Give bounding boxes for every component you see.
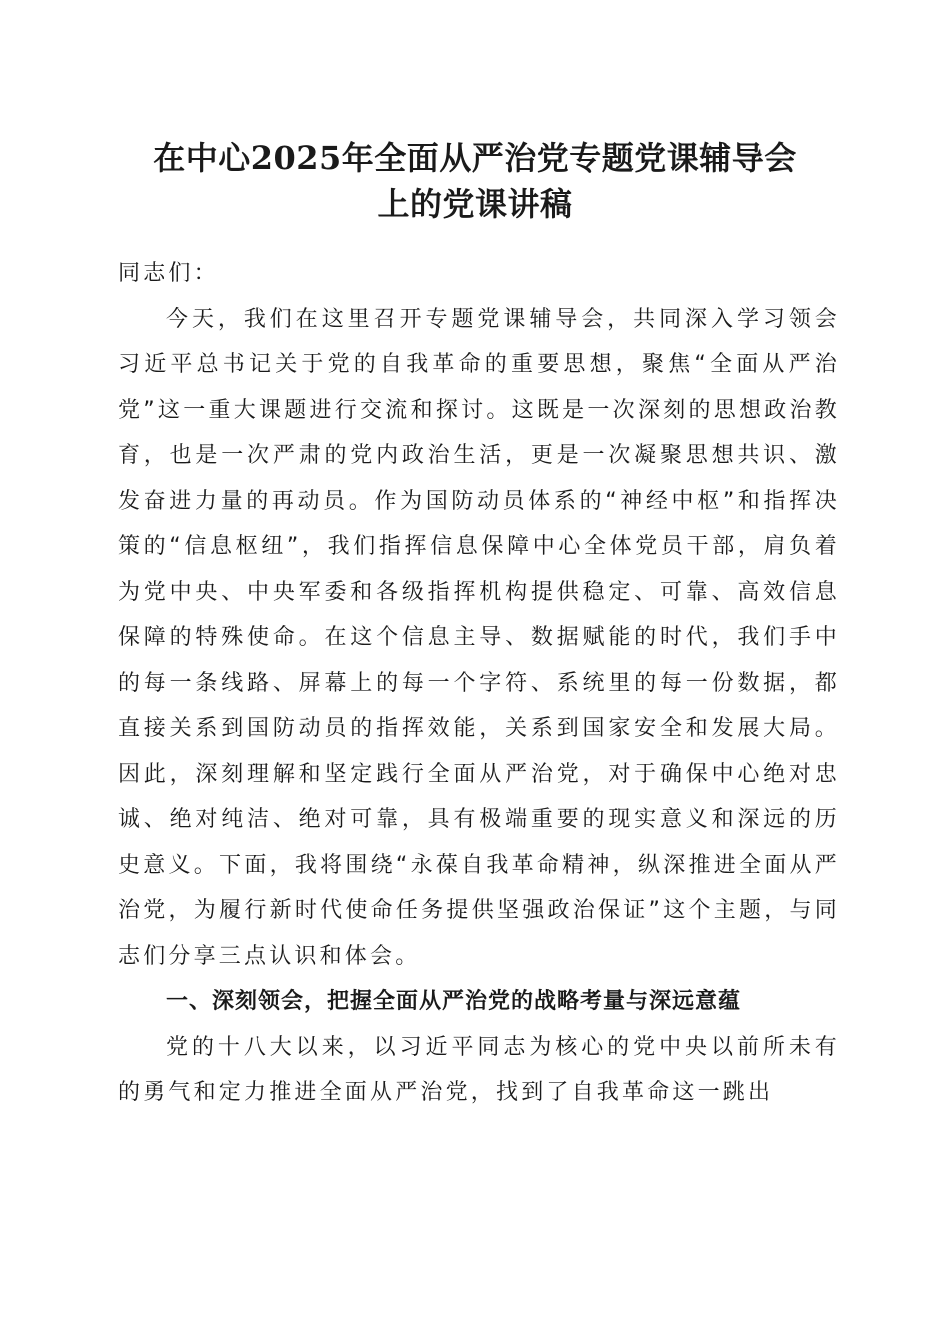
page-title (60, 135, 890, 227)
title-line-2: 上的党课讲稿 (377, 185, 573, 223)
section-1-paragraph: 党的十八大以来，以习近平同志为核心的党中央以前所未有的勇气和定力推进全面从严治党，找到了自我革命这一跳出 (118, 1034, 840, 1105)
greeting: 同志们： (118, 261, 219, 286)
title-line-1: 在中心2025年全面从严治党专题党课辅导会 (153, 139, 797, 177)
intro-paragraph: 今天，我们在这里召开专题党课辅导会，共同深入学习领会习近平总书记关于党的自我革命的重要思想，聚焦“全面从严治党”这一重大课题进行交流和探讨。这既是一次深刻的思想政治教育，也是一次严肃的党内政治生活，更是一次凝聚思想共识、激发奋进力量的再动员。作为国防动员体系的“神经中枢”和指挥决策的“信息枢纽”，我们指挥信息保障中心全体党员干部，肩负着为党中央、中央军委和各级指挥机构提供稳定、可靠、高效信息保障的特殊使命。在这个信息主导、数据赋能的时代，我们手中的每一条线路、屏幕上的每一个字符、系统里的每一份数据，都直接关系到国防动员的指挥效能，关系到国家安全和发展大局。因此，深刻理解和坚定践行全面从严治党，对于确保中心绝对忠诚、绝对纯洁、绝对可靠，具有极端重要的现实意义和深远的历史意义。下面，我将围绕“永葆自我革命精神，纵深推进全面从严治党，为履行新时代使命任务提供坚强政治保证”这个主题，与同志们分享三点认识和体会。 (118, 306, 840, 969)
document-body (118, 251, 840, 1116)
section-1-heading: 一、深刻领会，把握全面从严治党的战略考量与深远意蕴 (166, 989, 742, 1014)
